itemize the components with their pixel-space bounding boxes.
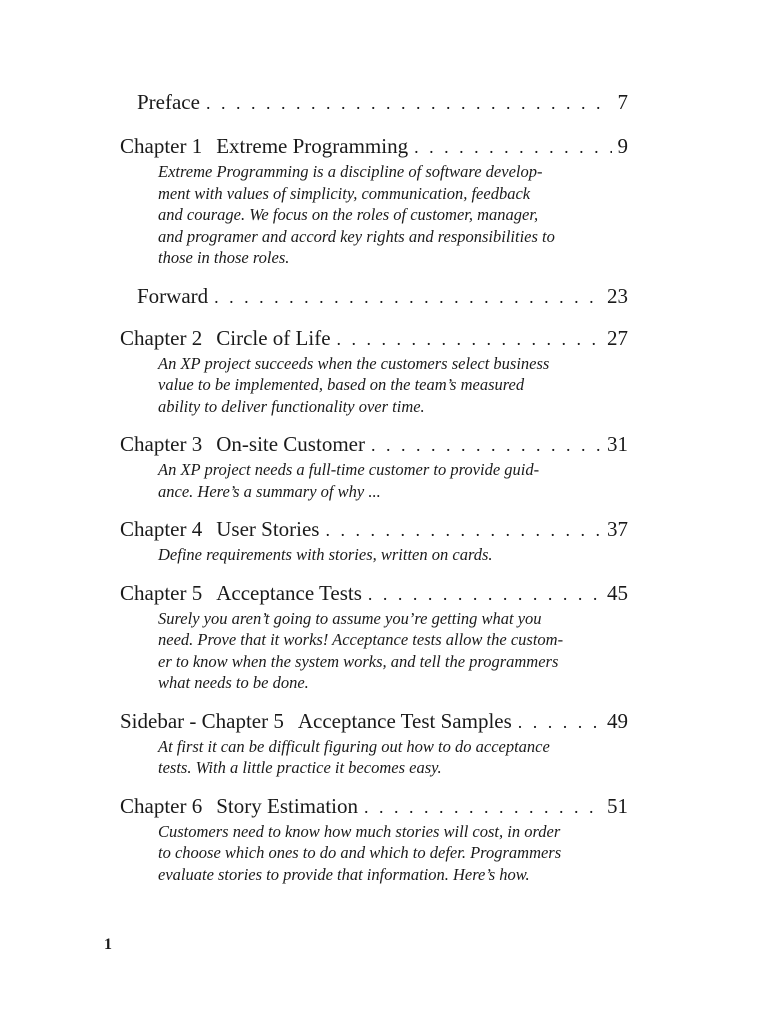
toc-entry-sidebar-chapter-5: [120, 707, 628, 779]
toc-line: [120, 324, 628, 353]
toc-entry-chapter-6: [120, 792, 628, 886]
chapter-title: Circle of Life: [216, 325, 331, 350]
chapter-title: Story Estimation: [216, 793, 358, 818]
chapter-number: Sidebar - Chapter 5: [120, 708, 284, 733]
dot-leader: [414, 133, 611, 161]
chapter-number: Chapter 6: [120, 793, 203, 818]
dot-leader: [368, 580, 601, 608]
dot-leader: [214, 283, 601, 311]
toc-line: [120, 430, 628, 459]
toc-page-number: 49: [607, 708, 628, 733]
dot-leader: [337, 325, 601, 353]
toc-page-number: 27: [607, 325, 628, 350]
chapter-title: Acceptance Test Samples: [297, 708, 512, 733]
toc-line: [120, 792, 628, 821]
chapter-summary: At first it can be difficult figuring out how to do acceptance tests. With a little practice it becomes easy.: [158, 736, 550, 777]
chapter-summary: Define requirements with stories, written on cards.: [158, 545, 493, 564]
dot-leader: [325, 516, 601, 544]
chapter-title: On-site Customer: [216, 432, 365, 456]
dot-leader: [364, 793, 601, 821]
toc-line: [120, 88, 628, 117]
chapter-number: Chapter 4: [120, 517, 203, 541]
chapter-number: Chapter 2: [120, 325, 203, 350]
chapter-summary: Extreme Programming is a discipline of software develop- ment with values of simplicity, communication, feedback and courage. We focus on the roles of customer, manager, and programer and accord key rights and responsibilities to those in those roles.: [158, 162, 555, 267]
toc-title: [120, 132, 408, 160]
chapter-title: Acceptance Tests: [216, 580, 362, 605]
toc-line: [120, 579, 628, 608]
toc-page-number: 9: [617, 134, 628, 158]
chapter-number: Chapter 1: [120, 134, 203, 158]
toc-page-number: 45: [607, 580, 628, 605]
toc-page-number: 51: [607, 793, 628, 818]
toc-title: [120, 430, 365, 458]
toc-line: [120, 515, 628, 544]
chapter-summary: An XP project needs a full-time customer to provide guid- ance. Here’s a summary of why ...: [158, 460, 540, 501]
chapter-summary: An XP project succeeds when the customers select business value to be implemented, based on the team’s measured ability to deliver functionality over time.: [158, 353, 550, 416]
dot-leader: [206, 89, 612, 117]
toc-entry-chapter-3: [120, 430, 628, 502]
toc-entry-preface: [120, 88, 628, 117]
toc-line: [120, 282, 628, 311]
toc-title: Preface: [137, 90, 200, 114]
toc-title: [120, 579, 362, 607]
dot-leader: [371, 431, 601, 459]
toc-line: [120, 132, 628, 161]
chapter-summary: Customers need to know how much stories will cost, in order to choose which ones to do and which to defer. Programmers evaluate stories to provide that information. Here’s how.: [158, 821, 562, 884]
page-folio-number: 1: [104, 936, 112, 953]
table-of-contents: [120, 88, 628, 885]
toc-title: [120, 792, 358, 820]
chapter-number: Chapter 5: [120, 580, 203, 605]
chapter-summary: Surely you aren’t going to assume you’re getting what you need. Prove that it works! Acceptance tests allow the custom- er to know when the system works, and tell the programmers what needs to be done.: [158, 608, 564, 692]
toc-entry-chapter-1: [120, 132, 628, 269]
toc-entry-chapter-4: [120, 515, 628, 566]
toc-entry-chapter-2: [120, 324, 628, 418]
toc-page-number: 37: [607, 517, 628, 541]
toc-title: [120, 515, 319, 543]
toc-page-number: 31: [607, 432, 628, 456]
toc-page-number: 23: [607, 283, 628, 308]
toc-title: [120, 707, 512, 735]
toc-page-number: 7: [617, 90, 628, 114]
toc-entry-forward: [120, 282, 628, 311]
toc-title: [120, 324, 331, 352]
toc-entry-chapter-5: [120, 579, 628, 694]
chapter-title: User Stories: [216, 517, 320, 541]
toc-title: Forward: [137, 283, 209, 308]
dot-leader: [518, 708, 601, 736]
toc-line: [120, 707, 628, 736]
chapter-title: Extreme Programming: [216, 134, 409, 158]
chapter-number: Chapter 3: [120, 432, 203, 456]
